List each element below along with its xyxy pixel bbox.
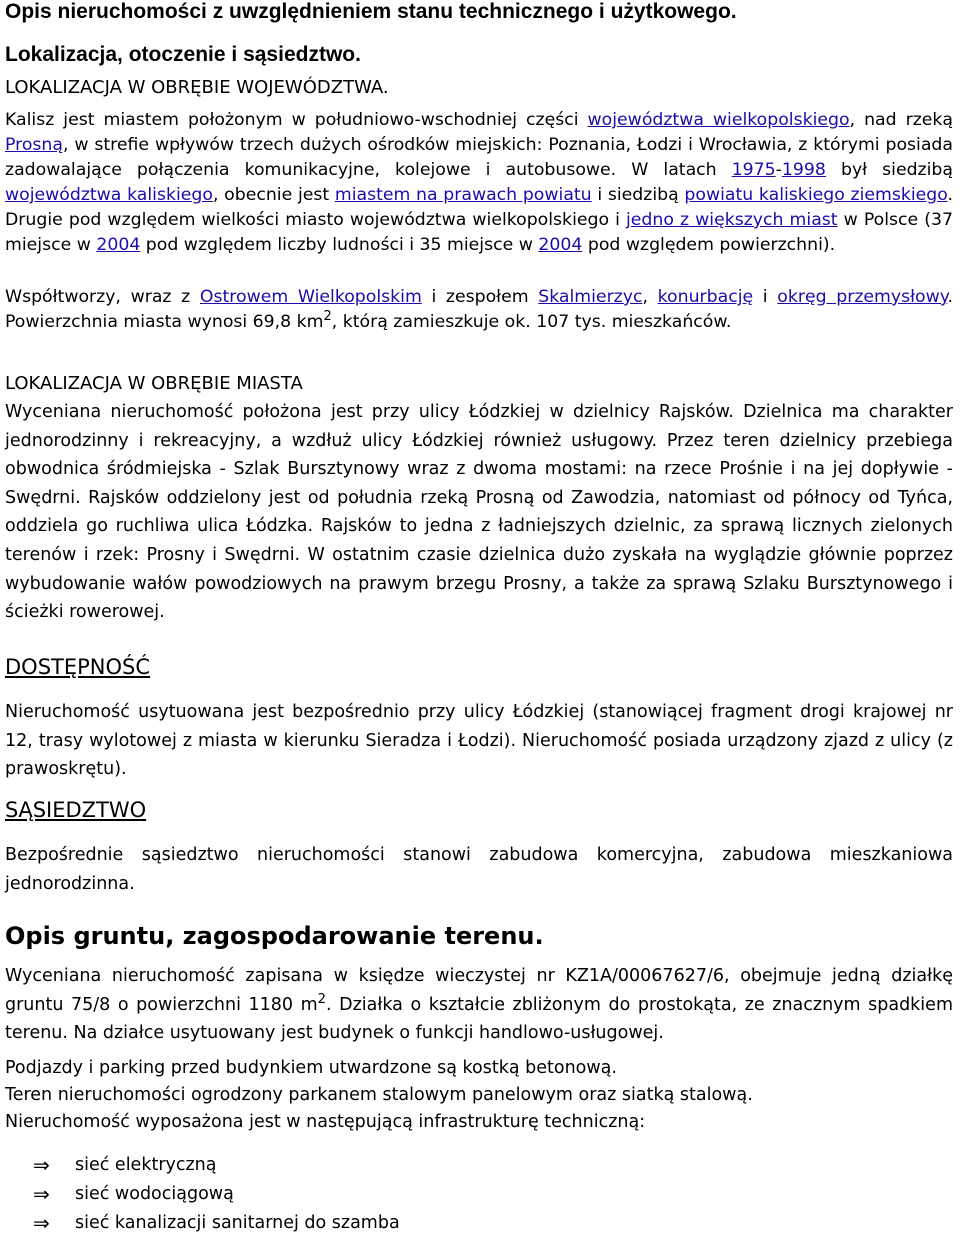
link-2004-a[interactable]: 2004 <box>96 235 141 255</box>
text: pod względem powierzchni). <box>582 235 836 255</box>
text: . Działka o kształcie zbliżonym do prostokąta, ze znacznym spadkiem terenu. Na działce usytuowany jest budynek o funkcji handlowo-usługowej. <box>5 994 953 1044</box>
text: i zespołem <box>421 287 539 307</box>
text: . Powierzchnia miasta wynosi 69,8 km <box>5 287 953 332</box>
text: . Drugie pod względem wielkości miasto województwa wielkopolskiego i <box>5 185 954 230</box>
text: , obecnie jest <box>212 185 335 205</box>
parking-line: Podjazdy i parking przed budynkiem utwardzone są kostką betonową. <box>5 1058 617 1078</box>
link-miasto-na-prawach-powiatu[interactable]: miastem na prawach powiatu <box>334 185 592 205</box>
link-skalmierzyce[interactable]: Skalmierzyc <box>538 287 643 307</box>
list-item-label: sieć elektryczną <box>75 1154 217 1175</box>
location-title: Lokalizacja, otoczenie i sąsiedztwo. <box>5 43 361 66</box>
superscript: 2 <box>317 991 326 1007</box>
infra-line: Nieruchomość wyposażona jest w następującą infrastrukturę techniczną: <box>5 1112 646 1132</box>
arrow-right-icon: ⇒ <box>33 1210 50 1235</box>
text: , w strefie wpływów trzech dużych ośrodków miejskich: Poznania, Łodzi i Wrocławia, z którymi posiada zadowalające połączenia komunikacyjne, kolejowe i autobusowe. W latach <box>5 135 953 180</box>
neighbors-paragraph: Bezpośrednie sąsiedztwo nieruchomości stanowi zabudowa komercyjna, zabudowa mieszkaniowa jednorodzinna. <box>5 845 953 894</box>
main-title: Opis nieruchomości z uwzględnieniem stanu technicznego i użytkowego. <box>5 0 737 23</box>
link-wojewodztwo-wielkopolskie[interactable]: województwa wielkopolskiego <box>587 110 850 130</box>
list-item-label: sieć kanalizacji sanitarnej do szamba <box>75 1212 400 1233</box>
link-konurbacja[interactable]: konurbację <box>657 287 754 307</box>
superscript: 2 <box>323 309 332 325</box>
land-heading: Opis gruntu, zagospodarowanie terenu. <box>5 922 544 950</box>
list-item-label: sieć wodociągową <box>75 1183 234 1204</box>
arrow-right-icon: ⇒ <box>33 1152 50 1177</box>
text: i siedzibą <box>591 185 685 205</box>
link-wojewodztwo-kaliskie[interactable]: województwa kaliskiego <box>5 185 213 205</box>
land-paragraph <box>5 962 953 1048</box>
link-prosna[interactable]: Prosną <box>5 135 63 155</box>
list-item <box>5 1150 905 1179</box>
list-item <box>5 1179 905 1208</box>
access-paragraph: Nieruchomość usytuowana jest bezpośrednio przy ulicy Łódzkiej (stanowiącej fragment drogi krajowej nr 12, trasy wylotowej z miasta w kierunku Sieradza i Łodzi). Nieruchomość posiada urządzony zjazd z ulicy (z prawoskrętu). <box>5 702 953 780</box>
infra-list <box>5 1150 905 1237</box>
text: , <box>642 287 658 307</box>
text: w Polsce (37 miejsce w <box>5 210 953 255</box>
text: pod względem liczby ludności i 35 miejsce w <box>140 235 539 255</box>
city-heading: LOKALIZACJA W OBRĘBIE MIASTA <box>5 373 303 394</box>
text: , nad rzeką <box>849 110 953 130</box>
link-ostrow-wielkopolski[interactable]: Ostrowem Wielkopolskim <box>199 287 422 307</box>
text: Kalisz jest miastem położonym w południowo-wschodniej części <box>5 110 588 130</box>
link-2004-b[interactable]: 2004 <box>538 235 583 255</box>
link-1975[interactable]: 1975 <box>731 160 776 180</box>
text: był siedzibą <box>825 160 953 180</box>
link-powiat-kaliski[interactable]: powiatu kaliskiego ziemskiego <box>684 185 948 205</box>
rajskow-paragraph: Wyceniana nieruchomość położona jest przy ulicy Łódzkiej w dzielnicy Rajsków. Dzielnica ma charakter jednorodzinny i rekreacyjny, a wzdłuż ulicy Łódzkiej również usługowy. Przez teren dzielnicy przebiega obwodnica śródmiejska - Szlak Bursztynowy wraz z dwoma mostami: na rzece Prośnie i na jej dopływie - Swędrni. Rajsków oddzielony jest od południa rzeką Prosną od Zawodzia, natomiast od północy od Tyńca, oddziela go ruchliwa ulica Łódzka. Rajsków to jedna z ładniejszych dzielnic, za sprawą licznych zielonych terenów i rzek: Prosny i Swędrni. W ostatnim czasie dzielnica dużo zyskała na wyglądzie głównie poprzez wybudowanie wałów powodziowych na prawym brzegu Prosny, a także za sprawą Szlaku Bursztynowego i ścieżki rowerowej. <box>5 402 953 623</box>
fence-line: Teren nieruchomości ogrodzony parkanem stalowym panelowym oraz siatką stalową. <box>5 1085 753 1105</box>
list-item <box>5 1208 905 1237</box>
link-okreg-przemyslowy[interactable]: okręg przemysłowy <box>777 287 948 307</box>
text: - <box>775 160 782 180</box>
text: i <box>753 287 778 307</box>
link-1998[interactable]: 1998 <box>781 160 826 180</box>
kalisz-paragraph <box>5 108 953 258</box>
voivodeship-heading: LOKALIZACJA W OBRĘBIE WOJEWÓDZTWA. <box>5 77 389 98</box>
neighbors-heading: SĄSIEDZTWO <box>5 798 147 822</box>
text: , którą zamieszkuje ok. 107 tys. mieszkańców. <box>331 312 732 332</box>
text: Wyceniana nieruchomość zapisana w księdze wieczystej nr KZ1A/00067627/6, obejmuje jedną działkę gruntu 75/8 o powierzchni 1180 m <box>5 966 953 1015</box>
link-wieksze-miasta[interactable]: jedno z większych miast <box>626 210 838 230</box>
arrow-right-icon: ⇒ <box>33 1181 50 1206</box>
access-heading: DOSTĘPNOŚĆ <box>5 655 151 679</box>
cocreate-paragraph <box>5 285 953 335</box>
text: Współtworzy, wraz z <box>5 287 200 307</box>
